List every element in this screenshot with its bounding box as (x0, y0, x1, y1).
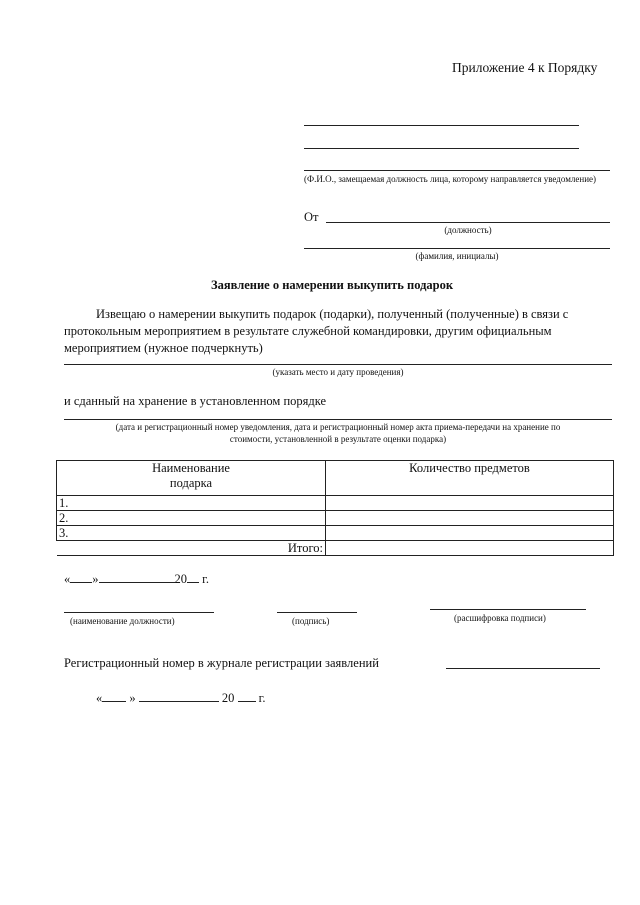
month-field[interactable] (139, 701, 219, 702)
appendix-label: Приложение 4 к Порядку (452, 60, 598, 75)
month-field[interactable] (99, 582, 175, 583)
addressee-line-2[interactable] (304, 148, 579, 149)
storage-caption-2: стоимости, установленной в результате оценки подарка) (229, 434, 447, 444)
row-quantity-cell[interactable] (326, 496, 614, 511)
year-field[interactable] (187, 582, 199, 583)
open-quote: « (96, 691, 103, 705)
storage-line-text: и сданный на хранение в установленном порядке (64, 394, 327, 408)
year-suffix: г. (258, 691, 266, 705)
storage-caption-1: (дата и регистрационный номер уведомления, дата и регистрационный номер акта приема-передачи на хранение по (115, 422, 561, 432)
place-date-caption: (указать место и дату проведения) (272, 367, 404, 377)
sender-position-caption: (должность) (444, 225, 492, 235)
close-quote: » (129, 691, 136, 705)
addressee-line-1[interactable] (304, 125, 579, 126)
day-field[interactable] (70, 582, 92, 583)
registration-label: Регистрационный номер в журнале регистрации заявлений (64, 656, 379, 670)
row-number: 3. (57, 526, 326, 541)
position-signature-line[interactable] (64, 612, 214, 613)
sender-name-line[interactable] (304, 248, 610, 249)
table-total-row (57, 541, 614, 556)
sender-name-caption: (фамилия, инициалы) (415, 251, 499, 261)
table-row[interactable] (57, 526, 614, 541)
signature-caption: (подпись) (292, 616, 330, 626)
total-label: Итого: (57, 541, 326, 556)
decoding-line[interactable] (430, 609, 586, 610)
year-field[interactable] (238, 701, 256, 702)
col-header-name (57, 461, 326, 496)
col-header-name-line-1: Наименование (152, 461, 230, 475)
total-quantity-cell[interactable] (326, 541, 614, 556)
col-header-name-line-2: подарка (169, 476, 213, 490)
date-line-1 (64, 572, 209, 587)
year-suffix: г. (202, 572, 209, 586)
position-caption: (наименование должности) (70, 616, 175, 626)
addressee-line-3[interactable] (304, 170, 610, 171)
table-row[interactable] (57, 511, 614, 526)
body-line-2: протокольным мероприятием в результате служебной командировки, другим официальным (64, 324, 552, 338)
row-quantity-cell[interactable] (326, 526, 614, 541)
close-quote: » (92, 572, 99, 586)
table-row[interactable] (57, 496, 614, 511)
col-header-quantity: Количество предметов (326, 461, 614, 496)
place-date-line[interactable] (64, 364, 612, 365)
addressee-caption: (Ф.И.О., замещаемая должность лица, которому направляется уведомление) (304, 174, 597, 184)
row-number: 2. (57, 511, 326, 526)
gifts-table (56, 460, 614, 556)
sender-position-line[interactable] (326, 222, 610, 223)
registration-number-line[interactable] (446, 668, 600, 669)
date-line-2 (96, 691, 265, 706)
body-line-1: Извещаю о намерении выкупить подарок (подарки), полученный (полученные) в связи с (96, 307, 569, 321)
day-field[interactable] (102, 701, 126, 702)
storage-details-line[interactable] (64, 419, 612, 420)
row-number: 1. (57, 496, 326, 511)
table-header-row (57, 461, 614, 496)
body-line-3: мероприятием (нужное подчеркнуть) (64, 341, 263, 355)
row-quantity-cell[interactable] (326, 511, 614, 526)
open-quote: « (64, 572, 71, 586)
signature-line[interactable] (277, 612, 357, 613)
decoding-caption: (расшифровка подписи) (454, 613, 546, 623)
document-title: Заявление о намерении выкупить подарок (211, 278, 454, 292)
year-prefix: 20 (174, 572, 187, 586)
from-label: От (304, 210, 319, 224)
year-prefix: 20 (221, 691, 235, 705)
